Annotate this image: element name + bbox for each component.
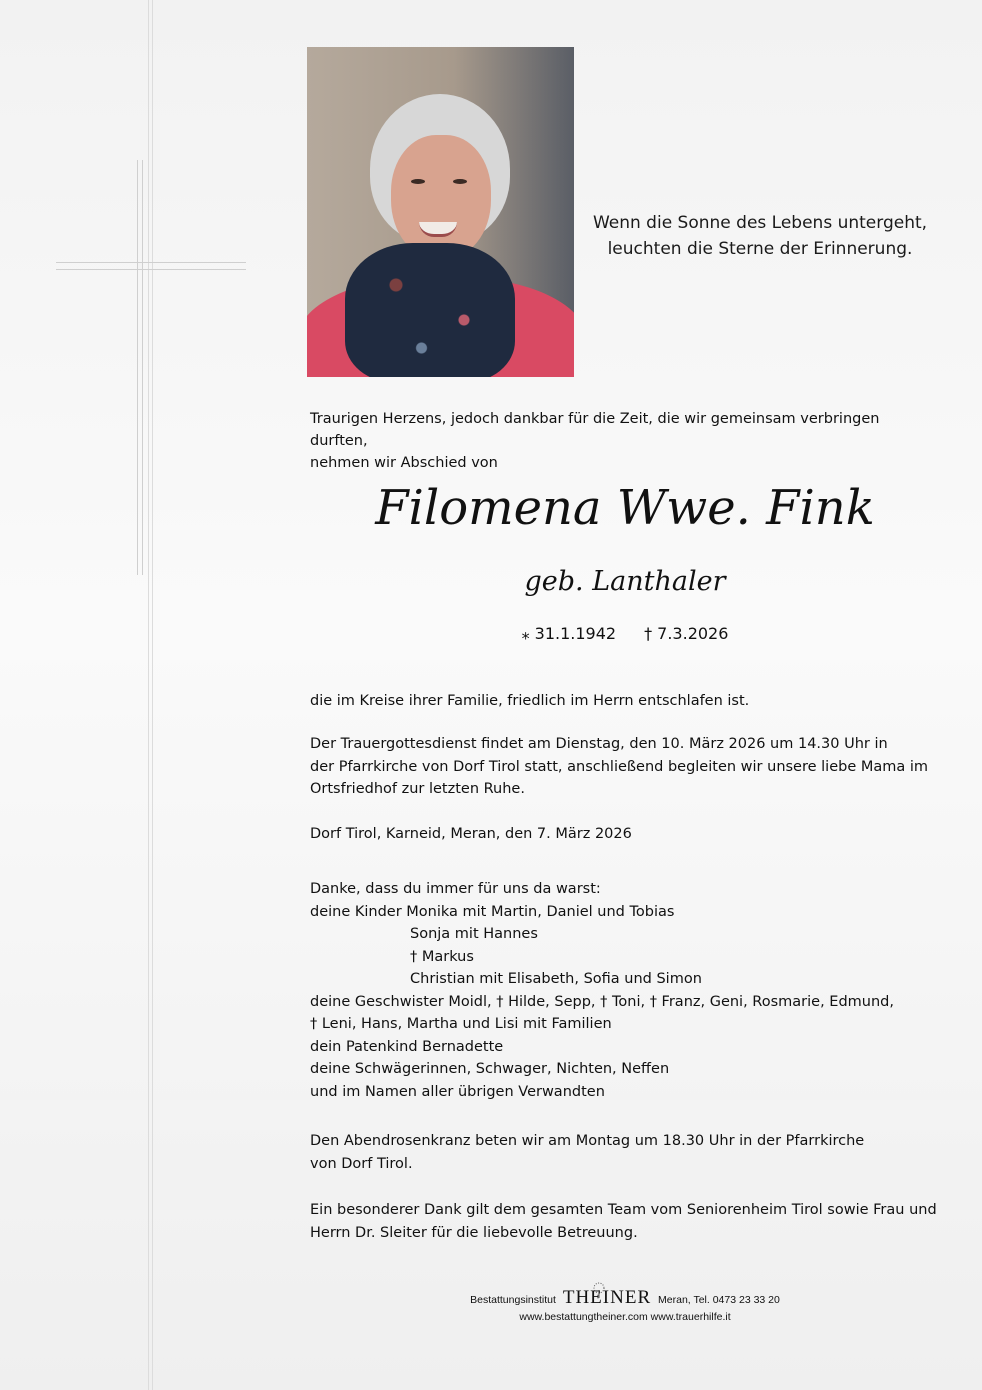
- mourner-line: deine Geschwister Moidl, † Hilde, Sepp, † Toni, † Franz, Geni, Rosmarie, Edmund,: [310, 993, 894, 1010]
- mourner-line: dein Patenkind Bernadette: [310, 1038, 504, 1055]
- mourners-list: [310, 878, 950, 1103]
- mourner-line: Danke, dass du immer für uns da warst:: [310, 881, 601, 897]
- intro-line: Traurigen Herzens, jedoch dankbar für die Zeit, die wir gemeinsam verbringen durften,: [310, 411, 880, 449]
- mourner-line: Sonja mit Hannes: [410, 926, 538, 942]
- intro-line: nehmen wir Abschied von: [310, 455, 498, 471]
- place-date: Dorf Tirol, Karneid, Meran, den 7. März 2026: [310, 826, 632, 842]
- service-line: Der Trauergottesdienst findet am Dienstag, den 10. März 2026 um 14.30 Uhr in: [310, 736, 888, 752]
- rosary-line: Den Abendrosenkranz beten wir am Montag um 18.30 Uhr in der Pfarrkirche: [310, 1133, 865, 1149]
- thanks-line: Ein besonderer Dank gilt dem gesamten Team vom Seniorenheim Tirol sowie Frau und: [310, 1202, 937, 1218]
- mourner-line: deine Schwägerinnen, Schwager, Nichten, Neffen: [310, 1061, 670, 1077]
- quote-line: leuchten die Sterne der Erinnerung.: [607, 239, 913, 259]
- decorative-border-line: [148, 0, 149, 1390]
- maiden-name: geb. Lanthaler: [524, 566, 726, 597]
- memorial-quote: [590, 210, 930, 262]
- thanks-line: Herrn Dr. Sleiter für die liebevolle Betreuung.: [310, 1224, 638, 1241]
- mourner-line: deine Kinder Monika mit Martin, Daniel und Tobias: [310, 903, 675, 920]
- life-dates: [310, 622, 940, 646]
- mourner-line: und im Namen aller übrigen Verwandten: [310, 1083, 605, 1100]
- intro-text: [310, 408, 940, 474]
- mourner-line: † Markus: [410, 948, 474, 965]
- funeral-home-prefix: Bestattungsinstitut: [470, 1294, 556, 1306]
- mourner-line: Christian mit Elisabeth, Sofia und Simon: [410, 971, 702, 987]
- service-text: [310, 733, 950, 801]
- decorative-border-line: [152, 0, 153, 1390]
- service-line: Ortsfriedhof zur letzten Ruhe.: [310, 781, 525, 797]
- death-date: † 7.3.2026: [644, 624, 729, 643]
- thanks-text: [310, 1199, 950, 1244]
- service-line: der Pfarrkirche von Dorf Tirol statt, anschließend begleiten wir unsere liebe Mama im: [310, 758, 929, 775]
- funeral-home-web: www.bestattungtheiner.com www.trauerhilfe.it: [519, 1311, 731, 1323]
- rosary-text: [310, 1130, 950, 1175]
- tree-logo-icon: [588, 1282, 610, 1298]
- funeral-home-footer: [440, 1288, 810, 1324]
- cross-icon-vertical: [137, 160, 143, 575]
- cross-icon-joint: [138, 263, 142, 269]
- funeral-home-contact: Meran, Tel. 0473 23 33 20: [658, 1294, 780, 1306]
- quote-line: Wenn die Sonne des Lebens untergeht,: [592, 213, 928, 233]
- birth-date: ⁎ 31.1.1942: [521, 624, 617, 643]
- rosary-line: von Dorf Tirol.: [310, 1155, 413, 1172]
- mourner-line: † Leni, Hans, Martha und Lisi mit Familien: [310, 1016, 612, 1032]
- cross-icon-horizontal: [56, 262, 246, 270]
- portrait-photo: [307, 47, 574, 377]
- passing-text: die im Kreise ihrer Familie, friedlich im Herrn entschlafen ist.: [310, 693, 750, 709]
- deceased-name: Filomena Wwe. Fink: [375, 480, 875, 536]
- funeral-home-brand: THEINER: [562, 1287, 652, 1308]
